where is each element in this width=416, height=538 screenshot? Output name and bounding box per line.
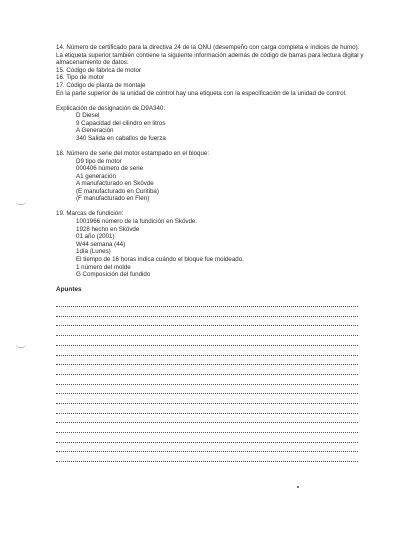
notes-line	[56, 414, 358, 424]
foundry-line: 1 número del molde	[76, 263, 131, 271]
control-unit-text: En la parte superior de la unidad de control hay una etiqueta con la especificación de la unidad de control.	[56, 89, 347, 97]
scan-mark	[16, 344, 26, 348]
foundry-line: El tiempo de 16 horas indica cuándo el bloque fue moldeado.	[76, 256, 244, 264]
notes-line	[56, 326, 358, 336]
item-17: 17. Código de planta de montaje	[56, 81, 146, 89]
foundry-line: W44 semana (44)	[76, 240, 126, 248]
designation-title: Explicación de designación de D9A340:	[56, 104, 166, 112]
designation-line: 340 Salida en caballos de fuerza	[76, 134, 166, 142]
foundry-line: 1001966 número de la fundición en Skövde.	[76, 218, 198, 226]
designation-line: A Generación	[76, 127, 114, 135]
notes-line	[56, 452, 358, 462]
serial-line: (E manufacturado en Curitiba)	[76, 187, 159, 195]
serial-line: A manufacturado en Skövde	[76, 180, 154, 188]
foundry-list	[56, 218, 368, 279]
notes-line	[56, 297, 358, 307]
notes-lines	[56, 297, 368, 462]
notes-line	[56, 336, 358, 346]
designation-line: 9 Capacidad del cilindro en litros	[76, 119, 166, 127]
document-body	[56, 44, 368, 462]
foundry-line: 1día (Lunes)	[76, 248, 111, 256]
notes-line	[56, 423, 358, 433]
notes-line	[56, 317, 358, 327]
serial-line: (F manufacturado en Flen)	[76, 195, 150, 203]
designation-line: D Diesel	[76, 112, 100, 120]
notes-line	[56, 365, 358, 375]
notes-line	[56, 346, 358, 356]
notes-line	[56, 443, 358, 453]
serial-list	[56, 158, 368, 204]
foundry-title: 19. Marcas de fundición:	[56, 210, 124, 218]
notes-line	[56, 385, 358, 395]
foundry-line: G Composición del fundido	[76, 271, 151, 279]
item-16: 16. Tipo de motor	[56, 74, 105, 82]
notes-line	[56, 433, 358, 443]
notes-line	[56, 307, 358, 317]
notes-line	[56, 394, 358, 404]
scan-mark	[16, 201, 26, 205]
serial-line: 000406 número de serie	[76, 165, 144, 173]
serial-title: 18. Número de serie del motor estampado en el bloque:	[56, 149, 210, 157]
notes-line	[56, 404, 358, 414]
item-15: 15. Código de fábrica de motor	[56, 66, 141, 74]
notes-line	[56, 375, 358, 385]
foundry-line: 1928 hecho en Skövde	[76, 225, 140, 233]
serial-line: A1 generación	[76, 172, 116, 180]
serial-line: D9 tipo de motor	[76, 157, 122, 165]
scan-dot	[297, 486, 299, 488]
notes-line	[56, 356, 358, 366]
item-14: 14. Número de certificado para la directiva 24 de la ONU (desempeño con carga completa e índices de humo).	[56, 44, 360, 51]
foundry-line: 01 año (2001)	[76, 233, 115, 241]
label-intro: La etiqueta superior también contiene la siguiente información además de código de barras para lectura digital y almacenamiento de datos:	[56, 51, 364, 67]
designation-list	[56, 112, 368, 142]
notes-heading: Apuntes	[56, 285, 82, 293]
